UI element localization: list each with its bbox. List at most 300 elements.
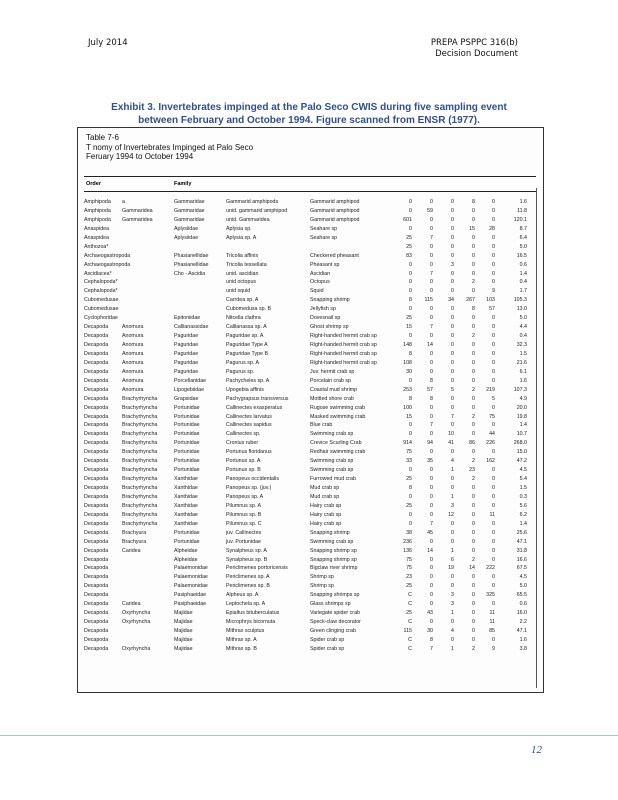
cell-order: Decapoda <box>84 333 109 340</box>
cell-count-2: 0 <box>430 199 433 205</box>
cell-family: Portunidae <box>174 413 200 420</box>
cell-suborder: Brachyrhyncha <box>122 440 158 447</box>
cell-count-2: 0 <box>430 476 433 483</box>
cell-mean: 5.0 <box>519 583 527 590</box>
cell-count-1: 0 <box>409 306 412 313</box>
cell-family: Gammaridae <box>174 216 205 223</box>
cell-scientific-name: Leptochela sp. A <box>226 601 266 608</box>
cell-count-4: 0 <box>472 449 475 456</box>
cell-order: Decapoda <box>84 529 109 536</box>
cell-family: Phasianellidae <box>174 261 209 268</box>
cell-count-3: 0 <box>451 574 454 581</box>
cell-count-5: 28 <box>489 225 495 232</box>
page-number: 12 <box>531 744 542 756</box>
cell-mean: 4.9 <box>519 395 527 402</box>
cell-count-1: 0 <box>409 207 412 214</box>
cell-scientific-name: Upogebia affinis <box>226 386 264 393</box>
cell-order: Decapoda <box>84 359 109 366</box>
cell-suborder: Oxyrhyncha <box>122 619 151 626</box>
cell-count-1: 0 <box>409 199 412 205</box>
cell-count-3: 0 <box>451 583 454 590</box>
cell-count-5: 0 <box>492 252 495 259</box>
cell-count-5: 0 <box>492 547 495 554</box>
cell-mean: 0.6 <box>519 261 527 268</box>
cell-scientific-name: Periclimenes sp. B <box>226 583 270 590</box>
cell-order: Decapoda <box>84 485 109 491</box>
cell-family: Majidae <box>174 619 193 626</box>
cell-order: Decapoda <box>84 324 109 331</box>
cell-scientific-name: Portunus sp. B <box>226 467 261 474</box>
cell-common-name: Gammarid amphipod <box>310 207 360 214</box>
cell-count-3: 0 <box>451 404 454 411</box>
cell-count-4: 0 <box>472 502 475 509</box>
cell-scientific-name: unid. gammarid amphipod <box>226 207 288 214</box>
cell-count-4: 0 <box>472 610 475 617</box>
cell-count-5: 0 <box>492 350 495 357</box>
cell-order: Anthozoa* <box>84 243 109 250</box>
cell-count-1: 0 <box>409 511 412 518</box>
cell-count-4: 0 <box>472 583 475 590</box>
cell-common-name: Mottled shore crab <box>310 395 354 402</box>
cell-suborder: Brachyrhyncha <box>122 458 158 465</box>
cell-suborder: Brachyura <box>122 538 147 545</box>
cell-scientific-name: Pilumnus sp. C <box>226 520 262 527</box>
cell-count-5: 0 <box>492 476 495 483</box>
cell-family: Portunidae <box>174 467 200 474</box>
cell-common-name: Snapping shrimp <box>310 529 350 536</box>
cell-count-5: 0 <box>492 574 495 581</box>
cell-suborder: Brachyrhyncha <box>122 413 158 420</box>
table-row <box>84 413 539 422</box>
cell-count-2: 8 <box>430 377 433 384</box>
cell-common-name: Speck-claw decorator <box>310 619 361 626</box>
cell-count-2: 0 <box>430 601 433 608</box>
cell-common-name: Bigclaw river shrimp <box>310 565 358 572</box>
cell-mean: 5.4 <box>519 476 527 483</box>
cell-family: Portunidae <box>174 538 200 545</box>
cell-count-5: 0 <box>492 520 495 527</box>
cell-count-1: 0 <box>409 261 412 268</box>
cell-scientific-name: unid squid <box>226 288 251 295</box>
cell-mean: 25.6 <box>516 529 527 536</box>
table-row <box>84 395 539 404</box>
cell-family: Portunidae <box>174 529 200 536</box>
cell-common-name: Mud crab sp <box>310 493 340 500</box>
cell-count-2: 8 <box>430 395 433 402</box>
cell-count-4: 2 <box>472 386 475 393</box>
cell-order: Decapoda <box>84 583 109 590</box>
cell-count-1: C <box>408 645 412 652</box>
cell-count-3: 0 <box>451 529 454 536</box>
table-row <box>84 296 539 305</box>
cell-order: Decapoda <box>84 404 109 411</box>
cell-count-1: 25 <box>406 610 412 617</box>
cell-order: Decapoda <box>84 413 109 420</box>
cell-count-3: 5 <box>451 386 454 393</box>
cell-count-2: 7 <box>430 234 433 241</box>
cell-common-name: Spider crab sp <box>310 645 345 652</box>
cell-scientific-name: Epialtus bituberculatus <box>226 610 280 617</box>
cell-order: Amphipoda <box>84 199 111 205</box>
cell-count-2: 0 <box>430 556 433 563</box>
cell-count-5: 219 <box>486 386 495 393</box>
cell-common-name: Green clinging crab <box>310 628 356 634</box>
cell-count-2: 0 <box>430 225 433 232</box>
cell-order: Decapoda <box>84 449 109 456</box>
column-order: Order <box>86 181 101 187</box>
cell-common-name: Hairy crab sp <box>310 502 342 509</box>
cell-common-name: Coastal mud shrimp <box>310 386 358 393</box>
cell-count-4: 0 <box>472 520 475 527</box>
cell-count-5: 0 <box>492 583 495 590</box>
cell-suborder: Brachyrhyncha <box>122 467 158 474</box>
cell-order: Cephalopoda* <box>84 279 118 286</box>
cell-order: Decapoda <box>84 386 109 393</box>
cell-scientific-name: Cronius ruber <box>226 440 259 447</box>
cell-suborder: Brachyrhyncha <box>122 404 158 411</box>
table-row <box>84 278 539 287</box>
cell-scientific-name: Paguridae Type A <box>226 342 268 348</box>
table-row <box>84 529 539 538</box>
cell-family: Palaemonidae <box>174 565 208 572</box>
cell-count-1: C <box>408 636 412 643</box>
table-row <box>84 261 539 270</box>
table-row <box>84 511 539 520</box>
cell-mean: 47.1 <box>516 628 527 634</box>
cell-count-5: 0 <box>492 636 495 643</box>
cell-common-name: Ascidian <box>310 270 331 277</box>
table-row <box>84 609 539 618</box>
cell-suborder: Brachyrhyncha <box>122 502 158 509</box>
cell-count-2: 115 <box>424 297 433 304</box>
cell-count-3: 3 <box>451 261 454 268</box>
cell-mean: 6.4 <box>519 234 527 241</box>
cell-order: Decapoda <box>84 395 109 402</box>
cell-scientific-name: Pilumnus sp. A <box>226 502 262 509</box>
cell-mean: 1.4 <box>519 422 527 429</box>
cell-count-4: 0 <box>472 404 475 411</box>
cell-count-4: 0 <box>472 324 475 331</box>
cell-count-5: 0 <box>492 377 495 384</box>
table-row <box>84 386 539 395</box>
cell-count-2: 0 <box>430 350 433 357</box>
cell-count-5: 0 <box>492 333 495 340</box>
cell-count-4: 8 <box>472 199 475 205</box>
cell-count-3: 1 <box>451 467 454 474</box>
cell-count-5: 0 <box>492 216 495 223</box>
cell-mean: 4.5 <box>519 574 527 581</box>
cell-common-name: Glass shrimps sp <box>310 601 351 608</box>
cell-family: Xanthidae <box>174 476 198 483</box>
cell-count-4: 0 <box>472 395 475 402</box>
table-row <box>84 225 539 234</box>
cell-count-4: 0 <box>472 493 475 500</box>
cell-count-5: 0 <box>492 556 495 563</box>
cell-count-4: 0 <box>472 350 475 357</box>
cell-common-name: Snapping shrimps sp <box>310 592 360 599</box>
table-row <box>84 332 539 341</box>
cell-common-name: Swimming crab sp <box>310 458 354 465</box>
cell-scientific-name: juv. Callinectes <box>226 529 262 536</box>
cell-count-5: 103 <box>486 297 495 304</box>
cell-count-2: 0 <box>430 619 433 626</box>
cell-count-5: 0 <box>492 199 495 205</box>
cell-count-3: 12 <box>448 511 454 518</box>
cell-suborder: Anomura <box>122 359 144 366</box>
cell-order: Decapoda <box>84 422 109 429</box>
table-row <box>84 216 539 225</box>
cell-family: Gammaridae <box>174 207 205 214</box>
cell-common-name: Spider crab sp <box>310 636 345 643</box>
cell-common-name: Ghost shrimp sp <box>310 324 349 331</box>
cell-family: Xanthidae <box>174 493 198 500</box>
table-row <box>84 591 539 600</box>
cell-mean: 21.6 <box>516 359 527 366</box>
cell-scientific-name: Pachygrapsus transversus <box>226 395 289 402</box>
cell-count-2: 0 <box>430 279 433 286</box>
cell-common-name: Snapping shrimp sp <box>310 547 357 554</box>
cell-common-name: Jellyfish sp <box>310 306 336 313</box>
cell-count-4: 0 <box>472 368 475 375</box>
cell-family: Majidae <box>174 628 193 634</box>
cell-order: Decapoda <box>84 636 109 643</box>
cell-count-4: 15 <box>469 225 475 232</box>
cell-count-1: 15 <box>406 324 412 331</box>
cell-scientific-name: Periclimenes portoricensis <box>226 565 288 572</box>
cell-mean: 11.8 <box>517 207 527 214</box>
cell-count-4: 267 <box>466 297 475 304</box>
cell-count-2: 0 <box>430 574 433 581</box>
cell-scientific-name: Portunus floridanus <box>226 449 272 456</box>
cell-count-1: C <box>408 619 412 626</box>
scan-right-rule <box>536 188 537 688</box>
cell-count-4: 0 <box>472 538 475 545</box>
cell-common-name: Checkered pheasant <box>310 252 359 259</box>
cell-common-name: Dovesnail sp <box>310 315 341 322</box>
cell-mean: 105.3 <box>513 297 527 304</box>
cell-count-4: 2 <box>472 556 475 563</box>
cell-count-5: 222 <box>486 565 495 572</box>
cell-scientific-name: Nitcella clathra <box>226 315 261 322</box>
cell-order: Decapoda <box>84 511 109 518</box>
cell-mean: 1.4 <box>519 520 527 527</box>
cell-mean: 6.2 <box>519 511 527 518</box>
table-row <box>84 502 539 511</box>
cell-count-5: 0 <box>492 422 495 429</box>
cell-family: Alpheidae <box>174 547 198 554</box>
cell-family: Callianassidae <box>174 324 209 331</box>
header-doc: Decision Document <box>435 49 518 59</box>
cell-mean: 16.0 <box>516 610 527 617</box>
cell-order: Cyclophoridae <box>84 315 118 322</box>
cell-count-5: 0 <box>492 368 495 375</box>
cell-order: Decapoda <box>84 610 109 617</box>
cell-count-3: 3 <box>451 601 454 608</box>
cell-mean: 1.6 <box>519 636 527 643</box>
cell-common-name: Snapping shrimp sp <box>310 556 357 563</box>
cell-family: Cho - Ascidia <box>174 270 206 277</box>
cell-common-name: Masked swimming crab <box>310 413 366 420</box>
cell-count-2: 0 <box>430 252 433 259</box>
cell-suborder: a <box>122 199 125 205</box>
table-row <box>84 636 539 645</box>
header-date: July 2014 <box>88 38 128 48</box>
cell-count-3: 0 <box>451 324 454 331</box>
cell-mean: 10.7 <box>516 431 527 438</box>
cell-family: Phasianellidae <box>174 252 209 259</box>
cell-count-3: 0 <box>451 476 454 483</box>
cell-common-name: Rugose swimming crab <box>310 404 366 411</box>
cell-order: Decapoda <box>84 476 109 483</box>
cell-count-5: 85 <box>489 628 495 634</box>
cell-mean: 3.8 <box>519 645 527 652</box>
cell-scientific-name: Panopeus sp. A <box>226 493 264 500</box>
cell-common-name: Right-handed hermit crab sp <box>310 333 377 340</box>
cell-order: Archaeogastropoda <box>84 261 131 268</box>
cell-family: Xanthidae <box>174 502 198 509</box>
cell-suborder: Brachyrhyncha <box>122 485 158 491</box>
cell-scientific-name: Tricolia affinis <box>226 252 259 259</box>
table-row <box>84 547 539 556</box>
cell-suborder: Brachyrhyncha <box>122 395 158 402</box>
cell-count-2: 43 <box>427 610 433 617</box>
cell-order: Decapoda <box>84 628 109 634</box>
cell-count-4: 0 <box>472 485 475 491</box>
cell-scientific-name: unid octopus <box>226 279 257 286</box>
cell-scientific-name: Panopeus occidentalis <box>226 476 280 483</box>
cell-suborder: Brachyrhyncha <box>122 476 158 483</box>
table-row <box>84 421 539 430</box>
cell-order: Cubomedusae <box>84 297 119 304</box>
cell-count-3: 0 <box>451 636 454 643</box>
table-row <box>84 430 539 439</box>
cell-count-1: 148 <box>403 342 412 348</box>
cell-count-4: 0 <box>472 431 475 438</box>
table-row <box>84 341 539 350</box>
cell-common-name: Mud crab sp <box>310 485 340 491</box>
cell-family: Paguridae <box>174 333 199 340</box>
cell-count-3: 0 <box>451 422 454 429</box>
cell-mean: 1.6 <box>519 199 527 205</box>
cell-count-1: 0 <box>409 422 412 429</box>
cell-scientific-name: unid. Gammaridea <box>226 216 270 223</box>
cell-count-3: 0 <box>451 315 454 322</box>
cell-suborder: Brachyrhyncha <box>122 449 158 456</box>
cell-count-3: 0 <box>451 377 454 384</box>
cell-count-3: 0 <box>451 199 454 205</box>
cell-mean: 5.0 <box>519 243 527 250</box>
cell-count-5: 0 <box>492 270 495 277</box>
cell-family: Epitoniidae <box>174 315 201 322</box>
cell-count-1: 108 <box>403 359 412 366</box>
cell-family: Paguridae <box>174 359 199 366</box>
cell-count-4: 0 <box>472 529 475 536</box>
column-family: Family <box>174 181 192 187</box>
table-row <box>84 582 539 591</box>
cell-order: Cubomedusae <box>84 306 119 313</box>
cell-common-name: Right-handed hermit crab sp <box>310 350 377 357</box>
cell-suborder: Brachyrhyncha <box>122 431 158 438</box>
cell-order: Anaspidea <box>84 225 110 232</box>
cell-count-1: 25 <box>406 502 412 509</box>
cell-scientific-name: Callinectes sp. <box>226 431 261 438</box>
cell-count-2: 14 <box>427 547 433 554</box>
cell-count-2: 0 <box>430 502 433 509</box>
cell-mean: 31.8 <box>516 547 527 554</box>
cell-family: Palaemonidae <box>174 574 208 581</box>
cell-count-2: 0 <box>430 288 433 295</box>
cell-mean: 67.5 <box>516 565 527 572</box>
cell-count-4: 2 <box>472 279 475 286</box>
cell-common-name: Shrimp sp <box>310 583 334 590</box>
cell-count-1: 75 <box>406 565 412 572</box>
cell-mean: 120.1 <box>513 216 527 223</box>
cell-order: Archaeogastropoda <box>84 252 131 259</box>
cell-count-3: 0 <box>451 359 454 366</box>
cell-count-1: 25 <box>406 234 412 241</box>
cell-count-1: 15 <box>406 413 412 420</box>
cell-mean: 8.7 <box>519 225 527 232</box>
cell-count-3: 1 <box>451 645 454 652</box>
cell-scientific-name: Synalpheus sp. A <box>226 547 267 554</box>
cell-count-4: 0 <box>472 574 475 581</box>
cell-family: Grapsidae <box>174 395 199 402</box>
cell-common-name: Hairy crab sp <box>310 520 342 527</box>
cell-common-name: Right-handed hermit crab sp <box>310 342 377 348</box>
cell-count-2: 0 <box>430 431 433 438</box>
cell-count-3: 4 <box>451 628 454 634</box>
cell-family: Paguridae <box>174 342 199 348</box>
cell-count-3: 0 <box>451 270 454 277</box>
cell-count-5: 0 <box>492 359 495 366</box>
cell-mean: 1.4 <box>519 270 527 277</box>
cell-mean: 16.6 <box>516 556 527 563</box>
cell-count-2: 7 <box>430 270 433 277</box>
cell-order: Decapoda <box>84 350 109 357</box>
table-row <box>84 243 539 252</box>
cell-count-1: 914 <box>403 440 412 447</box>
cell-count-1: 236 <box>403 538 412 545</box>
cell-order: Decapoda <box>84 556 109 563</box>
cell-scientific-name: Cubomedusa sp. B <box>226 306 272 313</box>
cell-suborder: Brachyrhyncha <box>122 511 158 518</box>
table-row <box>84 457 539 466</box>
cell-scientific-name: unid. ascidian <box>226 270 259 277</box>
cell-scientific-name: Pachycheles sp. A <box>226 377 270 384</box>
footer-rule <box>0 735 618 736</box>
cell-count-3: 0 <box>451 538 454 545</box>
table-row <box>84 645 539 654</box>
cell-scientific-name: Paguridae sp. A <box>226 333 264 340</box>
table-row <box>84 287 539 296</box>
cell-count-3: 0 <box>451 619 454 626</box>
cell-scientific-name: Aplysia sp. A <box>226 234 257 241</box>
table-row <box>84 573 539 582</box>
cell-count-2: 7 <box>430 520 433 527</box>
cell-family: Xanthidae <box>174 520 198 527</box>
cell-scientific-name: Alpheus sp. A <box>226 592 259 599</box>
cell-family: Aplysiidae <box>174 225 199 232</box>
table-number: Table 7-6 <box>86 133 119 142</box>
cell-count-5: 0 <box>492 243 495 250</box>
cell-mean: 268.0 <box>513 440 527 447</box>
cell-mean: 20.0 <box>516 404 527 411</box>
cell-count-1: 83 <box>406 252 412 259</box>
cell-count-1: 30 <box>406 368 412 375</box>
cell-suborder: Anomura <box>122 342 144 348</box>
cell-mean: 4.4 <box>519 324 527 331</box>
cell-count-5: 0 <box>492 538 495 545</box>
